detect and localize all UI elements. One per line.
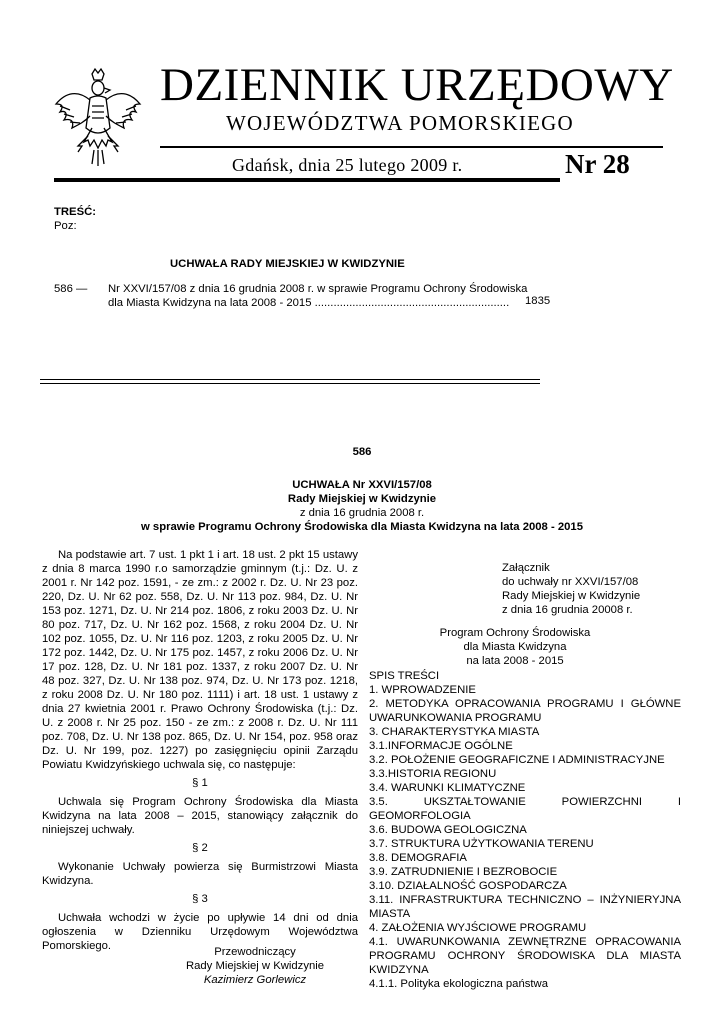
toc-poz-label: Poz: xyxy=(54,220,77,232)
toc-resolution-title: UCHWAŁA RADY MIEJSKIEJ W KWIDZYNIE xyxy=(170,258,405,270)
contents-item: 3. CHARAKTERYSTYKA MIASTA xyxy=(369,726,540,738)
preamble: Na podstawie art. 7 ust. 1 pkt 1 i art. 18 ust. 2 pkt 15 ustawy z dnia 8 marca 1990 r.o samorządzie gminnym (t.j.: Dz. U. z 2001 r. Nr 142 poz. 1591, - ze zm.: z 2002 r. Dz. U. Nr 23 poz. 220, Dz. U. Nr 62 poz. 558, Dz. U. Nr 113 poz. 984, Dz. U. Nr 153 poz. 1271, Dz. U. Nr 214 poz. 1806, z roku 2003 Dz. U. Nr 80 poz. 717, Dz. U. Nr 162 poz. 1568, z roku 2004 Dz. U. Nr 102 poz. 1055, Dz. U. Nr 116 poz. 1203, z roku 2005 Dz. U. Nr 172 poz. 1442, Dz. U. Nr 175 poz. 1457, z roku 2006 Dz. U. Nr 17 poz. 128, Dz. U. Nr 181 poz. 1337, z roku 2007 Dz. U. Nr 48 poz. 327, Dz. U. Nr 138 poz. 974, Dz. U. Nr 173 poz. 1218, z roku 2008 Dz. U. Nr 180 poz. 1111) i art. 18 ust. 1 ustawy z dnia 27 kwietnia 2001 r. Prawo Ochrony Środowiska (t.j.: Dz. U. z 2008 r. Nr 25 poz. 150 - ze zm.: z 2008 r. Dz. U. Nr 111 poz. 708, Dz. U. Nr 138 poz. 865, Dz. U. Nr 154, poz. 958 oraz Dz. U. Nr 199, poz. 1227) po zasięgnięciu opinii Zarządu Powiatu Kwidzyńskiego uchwala się, co następuje: xyxy=(42,549,358,771)
annex-line: z dnia 16 grudnia 20008 r. xyxy=(502,604,633,616)
separator-rule xyxy=(40,383,540,384)
toc-entry-line1[interactable]: Nr XXVI/157/08 z dnia 16 grudnia 2008 r. w sprawie Programu Ochrony Środowiska xyxy=(108,283,528,295)
signature-block xyxy=(170,945,340,987)
separator-rule xyxy=(40,379,540,380)
contents-item: 2. METODYKA OPRACOWANIA PROGRAMU I GŁÓWNE UWARUNKOWANIA PROGRAMU xyxy=(369,698,681,724)
toc-heading: TREŚĆ: xyxy=(54,206,97,218)
table-of-contents xyxy=(369,669,681,991)
signature-body: Rady Miejskiej w Kwidzynie xyxy=(185,960,325,972)
document-title: UCHWAŁA Nr XXVI/157/08 xyxy=(292,479,432,491)
annex-header xyxy=(502,561,640,617)
section-text: Wykonanie Uchwały powierza się Burmistrzowi Miasta Kwidzyna. xyxy=(42,861,358,887)
contents-item: 3.7. STRUKTURA UŻYTKOWANIA TERENU xyxy=(369,838,594,850)
contents-item: 3.6. BUDOWA GEOLOGICZNA xyxy=(369,824,527,836)
contents-item: 3.9. ZATRUDNIENIE I BEZROBOCIE xyxy=(369,866,558,878)
contents-item: 3.5. UKSZTAŁTOWANIE POWIERZCHNI I GEOMORFOLOGIA xyxy=(369,796,681,822)
contents-item: 3.8. DEMOGRAFIA xyxy=(369,852,467,864)
contents-item: 4.1. UWARUNKOWANIA ZEWNĘTRZNE OPRACOWANIA PROGRAMU OCHRONY ŚRODOWISKA DLA MIASTA KWIDZYNA xyxy=(369,936,681,976)
section-text: Uchwała wchodzi w życie po upływie 14 dni od dnia ogłoszenia w Dzienniku Urzędowym Województwa Pomorskiego. xyxy=(42,912,358,952)
signature-name: Kazimierz Gorlewicz xyxy=(203,974,307,986)
masthead-rule xyxy=(160,146,663,148)
annex-line: Rady Miejskiej w Kwidzynie xyxy=(502,590,641,602)
contents-item: 3.1.INFORMACJE OGÓLNE xyxy=(369,740,513,752)
polish-eagle-icon xyxy=(52,66,144,170)
issue-number: Nr 28 xyxy=(565,149,630,179)
program-title xyxy=(420,626,610,668)
program-line: na lata 2008 - 2015 xyxy=(466,655,564,667)
document-date: z dnia 16 grudnia 2008 r. xyxy=(299,507,425,519)
toc-entry-page: 1835 xyxy=(525,295,551,307)
masthead-thick-rule xyxy=(54,178,560,182)
contents-item: 3.11. INFRASTRUKTURA TECHNICZNO – INŻYNIERYJNA MIASTA xyxy=(369,894,681,920)
resolution-text xyxy=(42,548,358,953)
document-subject: w sprawie Programu Ochrony Środowiska dla Miasta Kwidzyna na lata 2008 - 2015 xyxy=(141,521,583,533)
contents-item: 4.1.1. Polityka ekologiczna państwa xyxy=(369,978,548,990)
dateline: Gdańsk, dnia 25 lutego 2009 r. xyxy=(232,155,463,175)
contents-item: 3.4. WARUNKI KLIMATYCZNE xyxy=(369,782,526,794)
annex-line: Załącznik xyxy=(502,562,550,574)
contents-heading: SPIS TREŚCI xyxy=(369,670,440,682)
section-text: Uchwala się Program Ochrony Środowiska dla Miasta Kwidzyna na lata 2008 – 2015, stanowiący załącznik do niniejszej uchwały. xyxy=(42,796,358,836)
section-mark: § 2 xyxy=(192,842,208,854)
contents-item: 3.3.HISTORIA REGIONU xyxy=(369,768,497,780)
document-issuer: Rady Miejskiej w Kwidzynie xyxy=(287,493,437,505)
document-number: 586 xyxy=(352,446,372,458)
publication-subtitle: WOJEWÓDZTWA POMORSKIEGO xyxy=(226,111,574,135)
section-mark: § 3 xyxy=(192,893,208,905)
signature-role: Przewodniczący xyxy=(214,946,296,958)
contents-item: 3.2. POŁOŻENIE GEOGRAFICZNE I ADMINISTRACYJNE xyxy=(369,754,665,766)
annex-line: do uchwały nr XXVI/157/08 xyxy=(502,576,639,588)
contents-item: 4. ZAŁOŻENIA WYJŚCIOWE PROGRAMU xyxy=(369,922,587,934)
publication-title: DZIENNIK URZĘDOWY xyxy=(160,59,674,111)
toc-entry-line2[interactable]: dla Miasta Kwidzyna na lata 2008 - 2015 .............................................................. xyxy=(108,297,510,309)
program-line: Program Ochrony Środowiska xyxy=(439,627,591,639)
section-mark: § 1 xyxy=(192,777,208,789)
toc-entry-number: 586 — xyxy=(54,283,88,295)
contents-item: 3.10. DZIAŁALNOŚĆ GOSPODARCZA xyxy=(369,880,567,892)
program-line: dla Miasta Kwidzyna xyxy=(463,641,567,653)
contents-item: 1. WPROWADZENIE xyxy=(369,684,476,696)
